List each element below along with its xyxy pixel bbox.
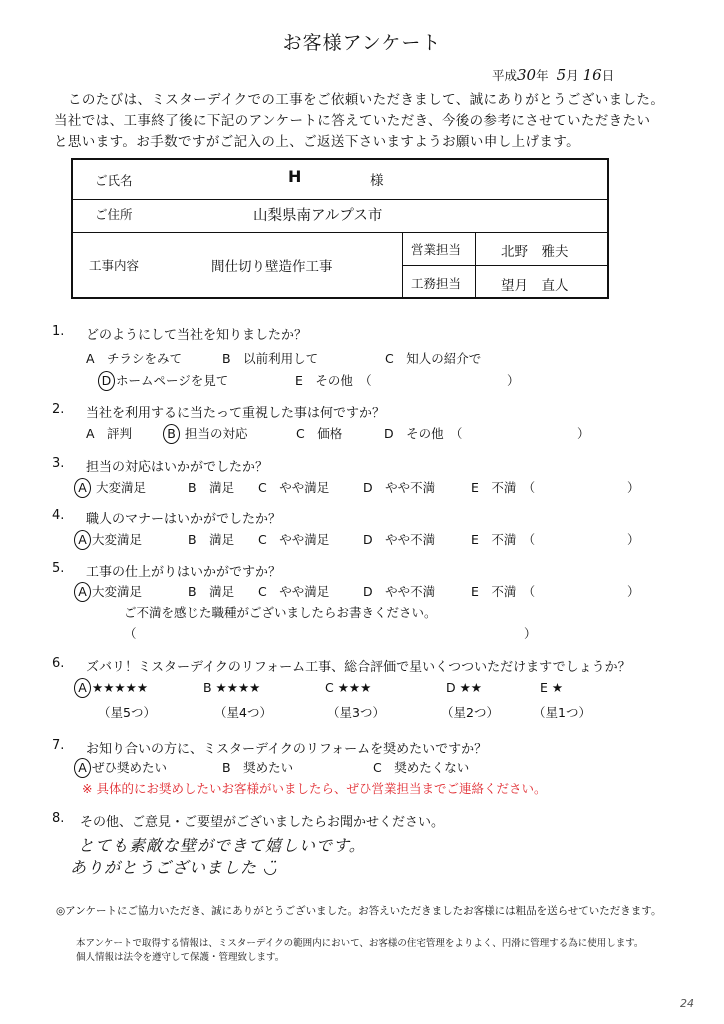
footer-thanks: ◎アンケートにご協力いただき、誠にありがとうございました。お答えいただきましたお客様には粗品を送らせていただきます。	[56, 905, 662, 917]
q2-option-b	[165, 424, 248, 444]
handwritten-comment-line-2: ありがとうございました ◡̈	[70, 858, 279, 877]
q4-close-paren: ）	[627, 532, 640, 547]
q4-text: 職人のマナーはいかがでしたか？	[86, 512, 282, 527]
table-divider	[73, 199, 607, 200]
q6-label-d: （星2つ）	[441, 705, 499, 720]
q7-option-a-label: ぜひ奨めたい	[92, 760, 168, 775]
q4-option-b: B 満足	[188, 532, 235, 547]
q4-option-c: C やや満足	[258, 532, 330, 547]
intro-text	[54, 90, 694, 153]
q3-option-a-label: 大変満足	[95, 480, 146, 495]
address-label: ご住所	[95, 207, 133, 222]
work-label: 工事内容	[89, 258, 140, 273]
q7-option-b: B 奨めたい	[222, 760, 294, 775]
q5-close-paren: ）	[627, 584, 640, 599]
footer-privacy-line-1: 本アンケートで取得する情報は、ミスターデイクの範囲内において、お客様の住宅管理をよりよく、円滑に管理する為に使用します。	[76, 938, 644, 949]
q6-option-a-stars: ★★★★★	[92, 680, 149, 695]
selected-circle: A	[74, 530, 91, 550]
q3-option-c: C やや満足	[258, 480, 330, 495]
q7-option-a	[76, 758, 167, 778]
q2-number: 2.	[52, 402, 65, 417]
q4-option-d: D やや不満	[363, 532, 436, 547]
q5-option-a-label: 大変満足	[92, 584, 143, 599]
q1-option-d	[100, 371, 228, 391]
q6-label-a: （星5つ）	[98, 705, 156, 720]
date-era: 平成	[492, 68, 518, 83]
q5-option-d: D やや不満	[363, 584, 436, 599]
name-value: H	[288, 167, 302, 186]
date-year-unit: 年	[536, 68, 549, 83]
q6-option-b: B ★★★★	[203, 680, 261, 695]
q5-text: 工事の仕上がりはいかがですか？	[86, 565, 282, 580]
q1-text: どのようにして当社を知りましたか？	[86, 328, 308, 343]
sales-label: 営業担当	[411, 242, 462, 257]
q6-label-c: （星3つ）	[327, 705, 385, 720]
q3-option-d: D やや不満	[363, 480, 436, 495]
date-year: 30	[517, 66, 537, 84]
q5-option-c: C やや満足	[258, 584, 330, 599]
selected-circle: A	[74, 478, 91, 498]
q5-option-b: B 満足	[188, 584, 235, 599]
table-divider	[73, 232, 607, 233]
selected-circle: D	[98, 371, 115, 391]
date-day-unit: 日	[601, 68, 615, 83]
table-divider	[475, 232, 476, 297]
date-month: 5	[556, 66, 567, 84]
date-day: 16	[582, 66, 602, 84]
q2-option-c: C 価格	[296, 426, 343, 441]
q1-option-e: E その他 （	[295, 373, 372, 388]
q2-option-b-label: 担当の対応	[184, 426, 248, 441]
q6-option-d: D ★★	[446, 680, 483, 695]
footer-privacy-line-2: 個人情報は法令を遵守して保護・管理致します。	[76, 952, 285, 963]
q6-number: 6.	[52, 656, 65, 671]
q6-option-c: C ★★★	[325, 680, 372, 695]
intro-line: と思います。お手数ですがご記入の上、ご返送下さいますようお願い申し上げます。	[54, 134, 581, 150]
q5-number: 5.	[52, 561, 65, 576]
q6-option-a	[76, 680, 148, 698]
date-month-unit: 月	[566, 68, 579, 83]
name-label: ご氏名	[95, 173, 133, 188]
table-divider	[402, 232, 403, 297]
survey-date	[492, 66, 614, 84]
table-divider	[402, 265, 607, 266]
q2-option-a: A 評判	[86, 426, 133, 441]
q3-close-paren: ）	[627, 480, 640, 495]
q3-option-a	[76, 478, 146, 498]
q4-number: 4.	[52, 508, 65, 523]
q7-text: お知り合いの方に、ミスターデイクのリフォームを奨めたいですか？	[86, 742, 488, 757]
q6-text: ズバリ！ミスターデイクのリフォーム工事、総合評価で星いくつついただけますでしょうか？	[86, 660, 631, 675]
work-value: 間仕切り壁造作工事	[211, 259, 333, 275]
q2-close-paren: ）	[577, 426, 590, 441]
q6-label-b: （星4つ）	[214, 705, 272, 720]
q1-close-paren: ）	[507, 373, 520, 388]
q1-number: 1.	[52, 324, 65, 339]
works-value: 望月 直人	[501, 278, 569, 294]
q2-option-d: D その他 （	[384, 426, 463, 441]
q2-text: 当社を利用するに当たって重視した事は何ですか？	[86, 406, 386, 421]
selected-circle: A	[74, 678, 91, 698]
q8-text: その他、ご意見・ご要望がございましたらお聞かせください。	[80, 815, 445, 830]
q5-close-paren-2: ）	[524, 626, 537, 641]
q5-open-paren: （	[124, 626, 137, 641]
selected-circle: A	[74, 758, 91, 778]
address-value: 山梨県南アルプス市	[253, 208, 383, 224]
q3-option-e: E 不満 （	[471, 480, 536, 495]
q6-option-e: E ★	[540, 680, 564, 695]
q7-referral-note: ※ 具体的にお奨めしたいお客様がいましたら、ぜひ営業担当までご連絡ください。	[82, 781, 547, 796]
page-title: お客様アンケート	[282, 32, 442, 54]
q1-option-d-label: ホームページを見て	[116, 373, 229, 388]
q4-option-e: E 不満 （	[471, 532, 536, 547]
q1-option-c: C 知人の紹介で	[385, 351, 482, 366]
q6-label-e: （星1つ）	[533, 705, 591, 720]
name-suffix: 様	[370, 173, 384, 189]
page-mark: 24	[680, 997, 694, 1010]
q3-number: 3.	[52, 456, 65, 471]
intro-line: このたびは、ミスターデイクでの工事をご依頼いただきまして、誠にありがとうございました。	[68, 92, 665, 108]
q7-option-c: C 奨めたくない	[373, 760, 470, 775]
q5-option-e: E 不満 （	[471, 584, 536, 599]
q3-option-b: B 満足	[188, 480, 235, 495]
q1-option-a: A チラシをみて	[86, 351, 183, 366]
selected-circle: A	[74, 582, 91, 602]
q5-option-a	[76, 582, 142, 602]
handwritten-comment-line-1: とても素敵な壁ができて嬉しいです。	[78, 836, 366, 855]
sales-value: 北野 雅夫	[501, 244, 569, 260]
q3-text: 担当の対応はいかがでしたか？	[86, 460, 269, 475]
q8-number: 8.	[52, 811, 65, 826]
q4-option-a-label: 大変満足	[92, 532, 143, 547]
selected-circle: B	[163, 424, 180, 444]
intro-line: 当社では、工事終了後に下記のアンケートに答えていただき、今後の参考にさせていただきたい	[54, 113, 651, 129]
q4-option-a	[76, 530, 142, 550]
q7-number: 7.	[52, 738, 65, 753]
q1-option-b: B 以前利用して	[222, 351, 319, 366]
q5-sub-prompt: ご不満を感じた職種がございましたらお書きください。	[124, 605, 437, 620]
works-label: 工務担当	[411, 276, 462, 291]
customer-info-table	[71, 158, 609, 299]
